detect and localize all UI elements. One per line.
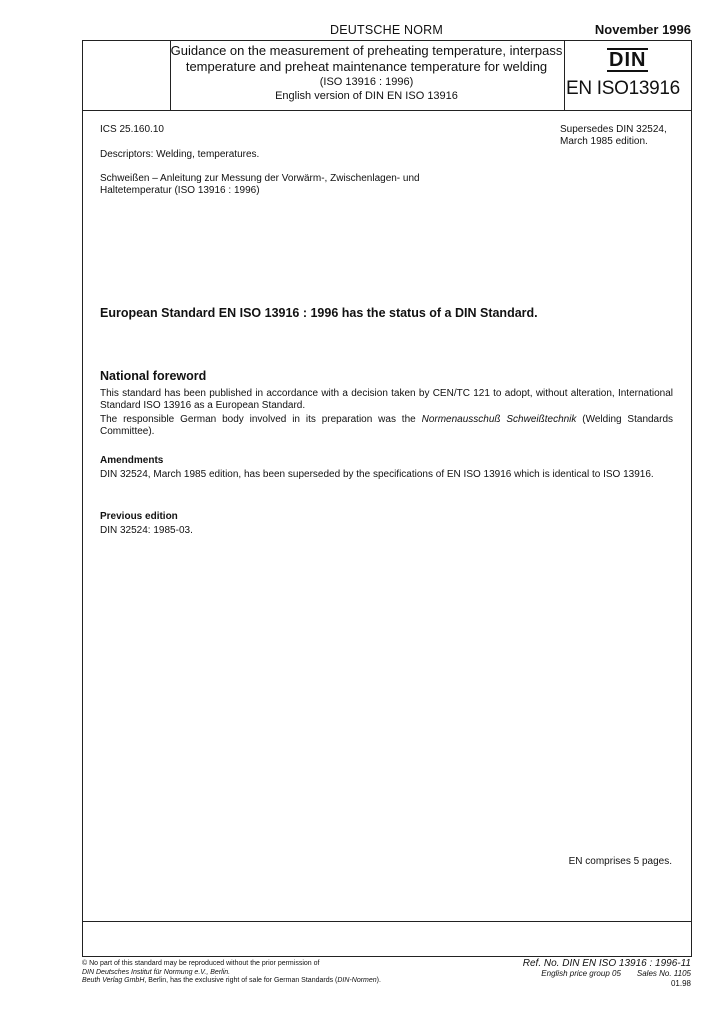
previous-edition-heading: Previous edition xyxy=(100,511,178,522)
header-divider-right xyxy=(564,41,565,110)
reference-block xyxy=(523,958,691,989)
footer-top-rule xyxy=(83,921,691,922)
document-title xyxy=(170,43,563,103)
title-iso: (ISO 13916 : 1996) xyxy=(319,76,414,88)
supersedes-line-2: March 1985 edition. xyxy=(560,136,648,147)
national-foreword-heading: National foreword xyxy=(100,369,207,383)
german-title xyxy=(100,173,420,197)
edition-code: 01.98 xyxy=(670,979,691,988)
german-title-line-2: Haltetemperatur (ISO 13916 : 1996) xyxy=(100,185,260,196)
copyright-line-3 xyxy=(82,977,381,986)
reference-number: Ref. No. DIN EN ISO 13916 : 1996-11 xyxy=(522,958,691,969)
german-title-line-1: Schweißen – Anleitung zur Messung der Vorwärm-, Zwischenlagen- und xyxy=(100,173,420,184)
header-bottom-rule xyxy=(83,110,691,111)
foreword-text-b: (Welding Standards Committee). xyxy=(100,414,674,437)
title-version: English version of DIN EN ISO 13916 xyxy=(275,90,458,102)
copyright-line-1: © No part of this standard may be reproduced without the prior permission of xyxy=(82,960,320,967)
previous-edition-text: DIN 32524: 1985-03. xyxy=(100,525,193,536)
price-line xyxy=(523,969,691,979)
copyright-text: , Berlin, has the exclusive right of sale for German Standards ( xyxy=(144,977,338,984)
standard-number: EN ISO13916 xyxy=(566,78,680,99)
title-line-1: Guidance on the measurement of preheating temperature, interpass xyxy=(170,43,563,58)
amendments-text: DIN 32524, March 1985 edition, has been superseded by the specifications of EN ISO 13916 which is identical to ISO 13916. xyxy=(100,469,654,480)
title-line-2: temperature and preheat maintenance temperature for welding xyxy=(185,59,548,74)
status-statement: European Standard EN ISO 13916 : 1996 has the status of a DIN Standard. xyxy=(100,306,538,320)
din-normen: DIN-Normen xyxy=(337,977,377,984)
copyright-line-2: DIN Deutsches Institut für Normung e.V., Berlin. xyxy=(82,968,231,976)
copyright-notice xyxy=(82,960,381,986)
norm-label: DEUTSCHE NORM xyxy=(330,23,444,37)
supersedes-note xyxy=(560,124,667,148)
amendments-heading: Amendments xyxy=(100,455,164,466)
publication-date: November 1996 xyxy=(594,22,691,37)
foreword-paragraph-1: This standard has been published in accordance with a decision taken by CEN/TC 121 to adopt, without alteration, International Standard ISO 13916 as a European Standard. xyxy=(100,388,673,411)
committee-name: Normenausschuß Schweißtechnik xyxy=(421,414,577,425)
foreword-paragraph-2 xyxy=(100,414,673,438)
descriptors: Descriptors: Welding, temperatures. xyxy=(100,149,260,160)
foreword-text-a: The responsible German body involved in its preparation was the xyxy=(100,414,422,425)
copyright-end: ). xyxy=(376,977,381,984)
price-group: English price group 05 xyxy=(541,969,621,978)
supersedes-line-1: Supersedes DIN 32524, xyxy=(560,124,667,135)
din-logo: DIN xyxy=(609,49,647,71)
ics-code: ICS 25.160.10 xyxy=(100,124,164,135)
publisher-name: Beuth Verlag GmbH xyxy=(82,977,145,984)
page-count: EN comprises 5 pages. xyxy=(568,856,672,867)
sales-number: Sales No. 1105 xyxy=(636,969,691,978)
